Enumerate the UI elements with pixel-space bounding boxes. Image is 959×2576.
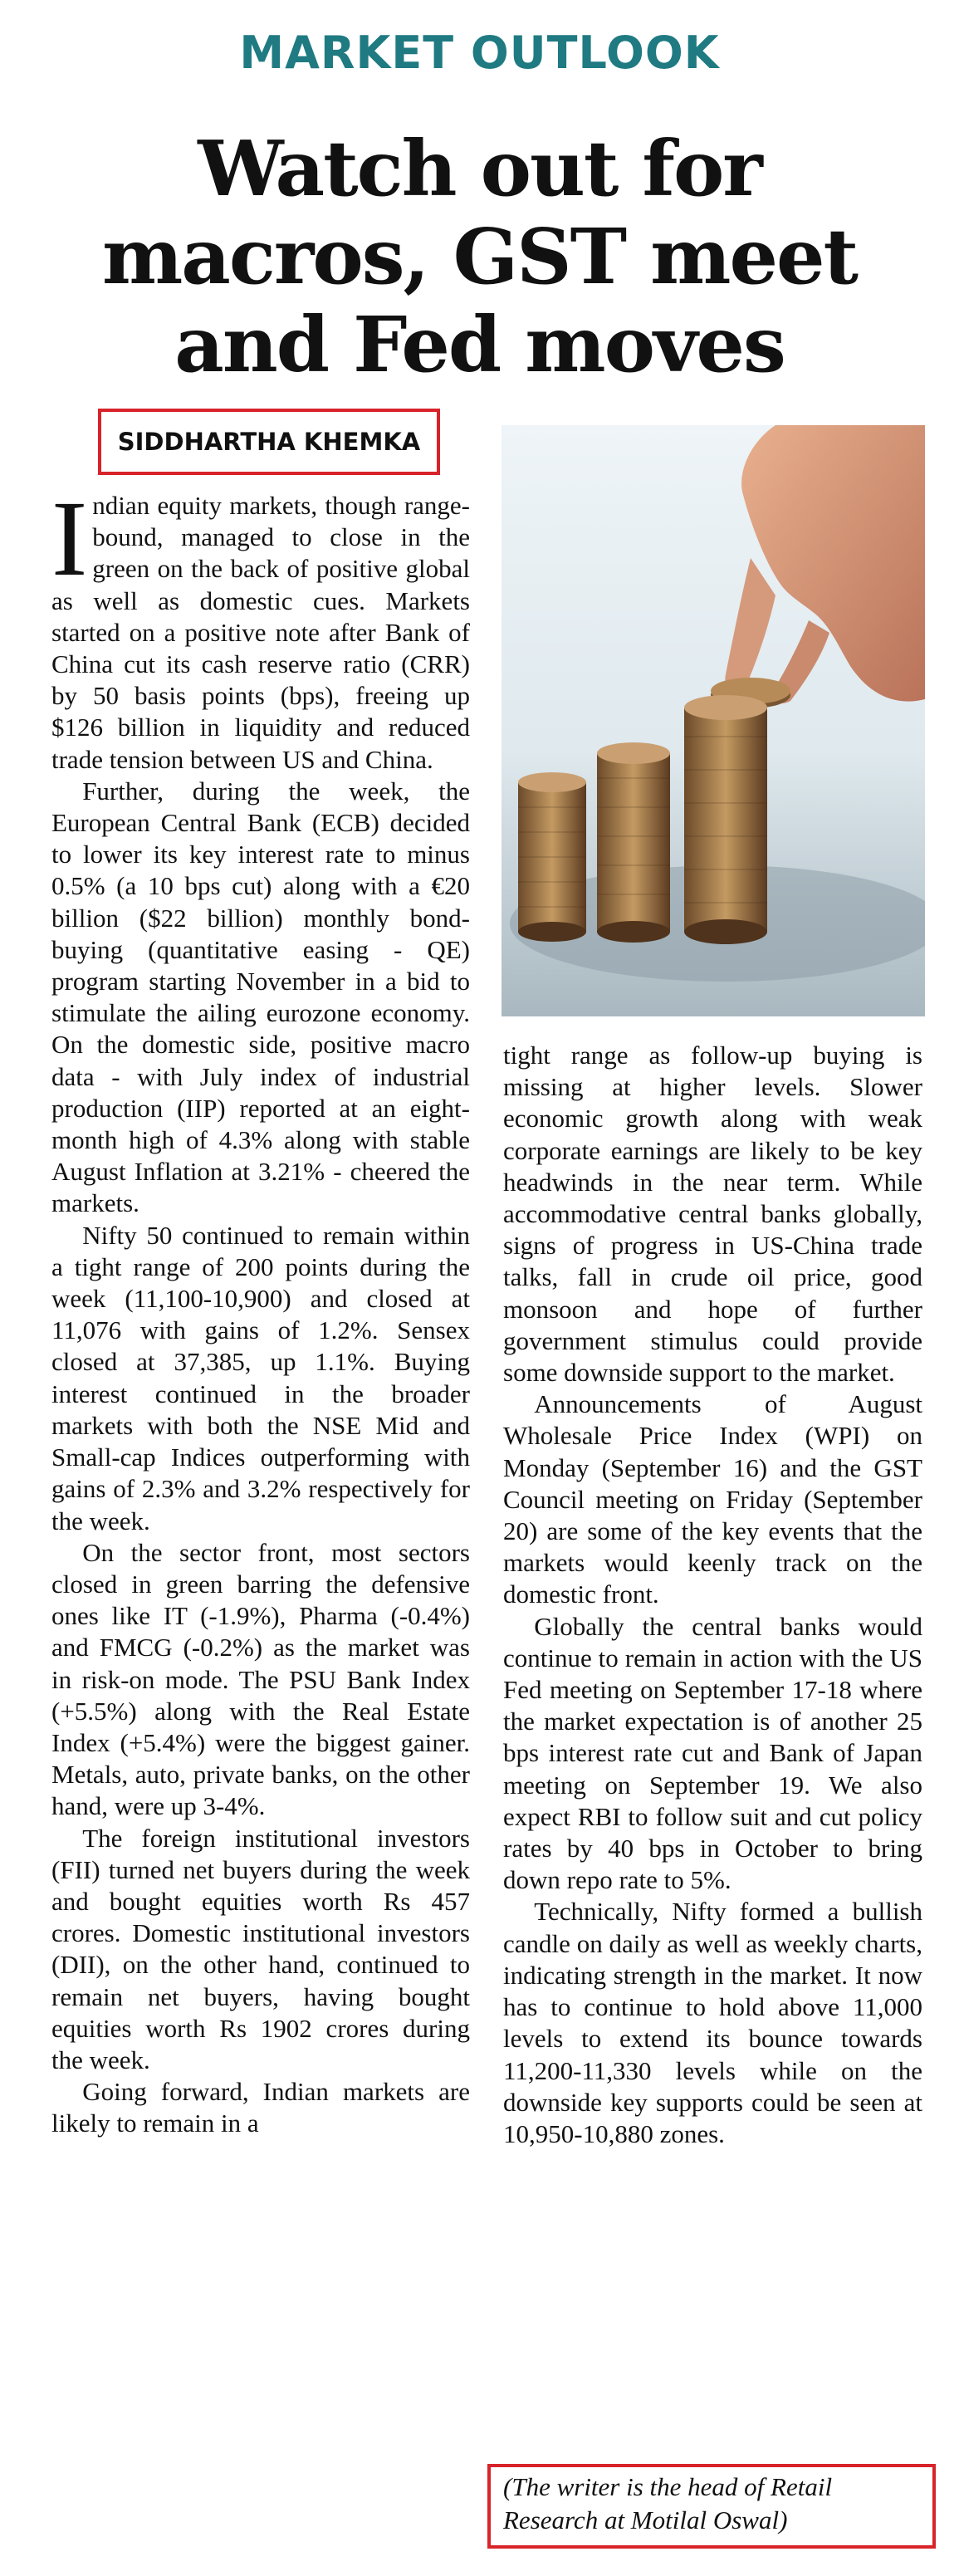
article-paragraph: Indian equity markets, though range-bound, managed to close in the green on the back of positive global as well as domestic cues. Markets started on a positive note after Bank of China cut its cash reserve ratio (CRR) by 50 basis points (bps), freeing up $126 billion in liquidity and reduced trade tension between US and China. xyxy=(51,479,470,774)
article-paragraph: tight range as follow-up buying is missing at higher levels. Slower economic growth along with weak corporate earnings are likely to be key headwinds in the near term. While accommodative central banks globally, signs of progress in US-China trade talks, fall in crude oil price, good monsoon and hope of further government stimulus could provide some downside support to the market. xyxy=(503,1041,922,1388)
article-paragraph: The foreign institutional investors (FII) turned net buyers during the week and bought equities worth Rs 457 crores. Domestic institutional investors (DII), on the other hand, continued to remain net buyers, having bought equities worth Rs 1902 crores during the week. xyxy=(51,1823,470,2074)
article-paragraph: On the sector front, most sectors closed in green barring the defensive ones like IT (-1.9%), Pharma (-0.4%) and FMCG (-0.2%) as the market was in risk-on mode. The PSU Bank Index (+5.5%) along with the Real Estate Index (+5.4%) were the biggest gainer. Metals, auto, private banks, on the other hand, were up 3-4%. xyxy=(51,1537,470,1821)
article-paragraph: Further, during the week, the European Central Bank (ECB) decided to lower its key interest rate to minus 0.5% (a 10 bps cut) along with a €20 billion ($22 billion) monthly bond-buying (quantitative easing - QE) program starting November in a bid to stimulate the ailing eurozone economy. On the domestic side, positive macro data - with July index of industrial production (IIP) reported at an eight-month high of 4.3% along with stable August Inflation at 3.21% - cheered the markets. xyxy=(51,776,470,1218)
article-paragraph: Nifty 50 continued to remain within a tight range of 200 points during the week (11,100-10,900) and closed at 11,076 with gains of 1.2%. Sensex closed at 37,385, up 1.1%. Buying interest continued in the broader markets with both the NSE Mid and Small-cap Indices outperforming with gains of 2.3% and 3.2% respectively for the week. xyxy=(51,1220,470,1535)
writer-note: (The writer is the head of Retail Research at Motilal Oswal) xyxy=(503,2472,833,2534)
article-column-right xyxy=(503,1040,922,2150)
section-label: MARKET OUTLOOK xyxy=(239,27,720,79)
article-paragraph: Globally the central banks would continue to remain in action with the US Fed meeting on September 17-18 where the market expectation is of another 25 bps interest rate cut and Bank of Japan meeting on September 19. We also expect RBI to follow suit and cut policy rates by 40 bps in October to bring down repo rate to 5%. xyxy=(503,1611,922,1895)
drop-cap: I xyxy=(51,479,88,599)
article-column-left xyxy=(51,479,470,2140)
headline: Watch out for macros, GST meet and Fed moves xyxy=(101,124,858,389)
coins-stack-photo xyxy=(502,425,925,1016)
article-paragraph: Going forward, Indian markets are likely to remain in a xyxy=(51,2077,470,2138)
byline: SIDDHARTHA KHEMKA xyxy=(117,428,421,456)
article-paragraph: Technically, Nifty formed a bullish candle on daily as well as weekly charts, indicating strength in the market. It now has to continue to hold above 11,000 levels to extend its bounce towards 11,200-11,330 levels while on the downside key supports could be seen at 10,950-10,880 zones. xyxy=(503,1897,922,2148)
article-paragraph: Announcements of August Wholesale Price Index (WPI) on Monday (September 16) and the GST Council meeting on Friday (September 20) are some of the key events that the markets would keenly track on the domestic front. xyxy=(503,1389,922,1609)
